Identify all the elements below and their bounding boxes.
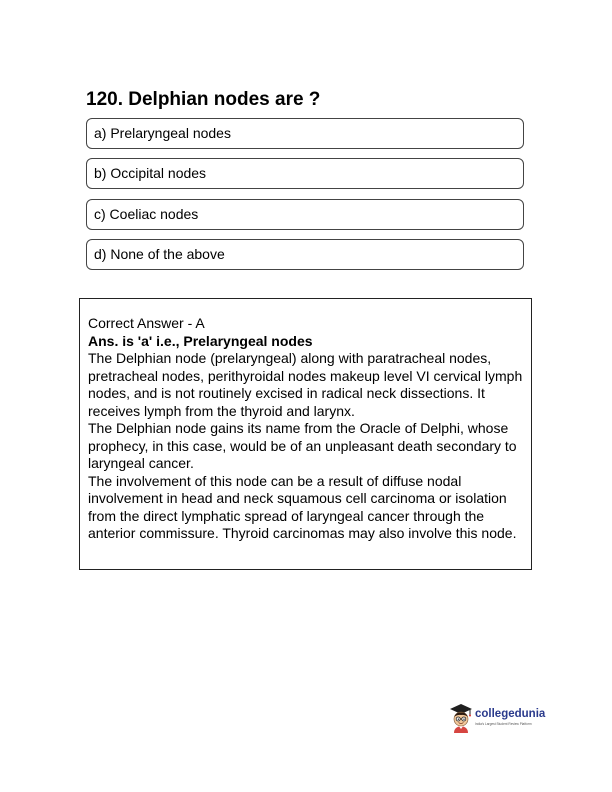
option-c[interactable]: c) Coeliac nodes — [86, 199, 524, 230]
option-a[interactable]: a) Prelaryngeal nodes — [86, 118, 524, 149]
answer-heading: Ans. is 'a' i.e., Prelaryngeal nodes — [88, 332, 313, 349]
explanation-paragraph: The Delphian node (prelaryngeal) along with paratracheal nodes, pretracheal nodes, perithyroidal nodes makeup level VI cervical lymph nodes, and is not routinely excised in radical neck dissections. It receives lymph from the thyroid and larynx. — [88, 350, 523, 419]
brand-name: collegedunia — [475, 708, 546, 720]
explanation-paragraph: The Delphian node gains its name from the Oracle of Delphi, whose prophecy, in this case, would be of an unpleasant death secondary to laryngeal cancer. — [88, 420, 517, 471]
collegedunia-logo[interactable] — [448, 702, 548, 736]
answer-explanation-box — [79, 298, 532, 570]
correct-answer-line: Correct Answer - A — [88, 315, 205, 331]
option-b[interactable]: b) Occipital nodes — [86, 158, 524, 189]
question-title: 120. Delphian nodes are ? — [86, 89, 321, 110]
explanation-paragraph: The involvement of this node can be a result of diffuse nodal involvement in head and neck squamous cell carcinoma or isolation from the direct lymphatic spread of laryngeal cancer through the anterior commissure. Thyroid carcinomas may also involve this node. — [88, 472, 517, 541]
student-mascot-icon — [448, 702, 474, 734]
brand-tagline: India's Largest Student Review Platform — [475, 722, 532, 726]
option-d[interactable]: d) None of the above — [86, 239, 524, 270]
